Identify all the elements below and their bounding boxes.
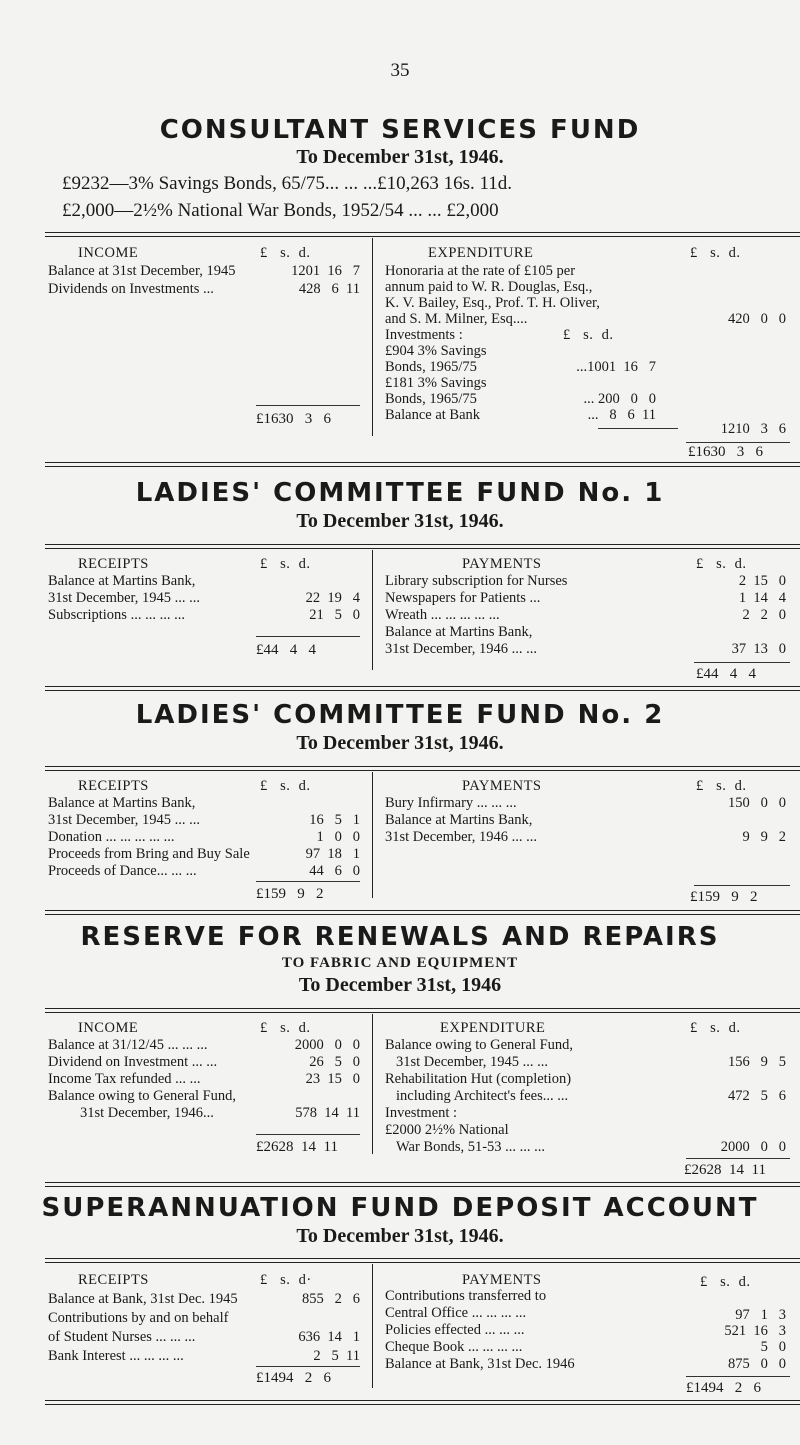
payment-amount: 9 9 2	[742, 829, 786, 845]
expenditure-line: £2000 2½% National	[385, 1122, 509, 1138]
sum-line	[694, 885, 790, 886]
expenditure-header: EXPENDITURE	[428, 245, 534, 261]
expenditure-amount: 156 9 5	[728, 1054, 786, 1070]
superannuation-subtitle: To December 31st, 1946.	[296, 1225, 504, 1247]
income-total: £2628 14 11	[256, 1139, 338, 1155]
expenditure-line: and S. M. Milner, Esq....	[385, 311, 528, 327]
consultant-title: CONSULTANT SERVICES FUND	[159, 115, 641, 145]
lsd-header: £ s. d.	[696, 778, 747, 794]
payment-line: 31st December, 1946 ... ...	[385, 641, 538, 657]
lsd-header: £ s. d.	[260, 778, 311, 794]
column-divider	[372, 550, 373, 670]
payment-line: Library subscription for Nurses	[385, 573, 568, 589]
payments-total: £159 9 2	[690, 889, 758, 905]
payment-line: Balance at Martins Bank,	[385, 812, 533, 828]
sum-line	[694, 662, 790, 663]
payment-line: Balance at Martins Bank,	[385, 624, 533, 640]
receipt-amount: 44 6 0	[309, 863, 360, 879]
expenditure-line: Investments :	[385, 327, 463, 343]
income-row-label: Dividends on Investments ...	[48, 281, 214, 297]
expenditure-line: annum paid to W. R. Douglas, Esq.,	[385, 279, 593, 295]
receipt-line: 31st December, 1945 ... ...	[48, 812, 201, 828]
superannuation-title: SUPERANNUATION FUND DEPOSIT ACCOUNT	[41, 1193, 759, 1223]
sum-line	[598, 428, 678, 429]
sum-line	[686, 1158, 790, 1159]
expenditure-amount: 472 5 6	[728, 1088, 786, 1104]
ladies2-subtitle: To December 31st, 1946.	[296, 732, 504, 754]
income-row-amount: 1201 16 7	[291, 263, 360, 279]
expenditure-subtotal: 1210 3 6	[720, 421, 786, 437]
receipt-line: Proceeds from Bring and Buy Sale	[48, 846, 250, 862]
receipt-amount: 97 18 1	[305, 846, 360, 862]
payment-amount: 521 16 3	[724, 1323, 786, 1339]
income-line: Balance owing to General Fund,	[48, 1088, 237, 1104]
income-line: 31st December, 1946...	[80, 1105, 214, 1121]
lsd-header: £ s. d.	[700, 1274, 751, 1290]
receipts-header: RECEIPTS	[78, 556, 149, 572]
receipt-line: 31st December, 1945 ... ...	[48, 590, 201, 606]
payment-amount: 37 13 0	[731, 641, 786, 657]
lsd-header: £ s. d.	[260, 245, 311, 261]
section-rule	[45, 1008, 800, 1013]
expenditure-line: 31st December, 1945 ... ...	[396, 1054, 549, 1070]
payments-header: PAYMENTS	[462, 556, 542, 572]
expenditure-line: War Bonds, 51-53 ... ... ...	[396, 1139, 546, 1155]
lsd-header: £ s. d.	[260, 1020, 311, 1036]
lsd-header: £ s. d.	[260, 556, 311, 572]
expenditure-line: K. V. Bailey, Esq., Prof. T. H. Oliver,	[385, 295, 600, 311]
payments-header: PAYMENTS	[462, 1272, 542, 1288]
payment-amount: 1 14 4	[738, 590, 786, 606]
income-line: Balance at 31/12/45 ... ... ...	[48, 1037, 208, 1053]
receipt-line: Donation ... ... ... ... ...	[48, 829, 175, 845]
receipts-total: £44 4 4	[256, 642, 316, 658]
expenditure-total: £2628 14 11	[684, 1162, 766, 1178]
receipt-amount: 2 5 11	[313, 1348, 360, 1364]
investment-amount: ... 8 6 11	[587, 407, 656, 423]
section-rule	[45, 766, 800, 771]
income-line: Dividend on Investment ... ...	[48, 1054, 218, 1070]
receipt-line: Balance at Martins Bank,	[48, 573, 196, 589]
sum-line	[686, 442, 790, 443]
payment-line: Central Office ... ... ... ...	[385, 1305, 527, 1321]
income-amount: 2000 0 0	[294, 1037, 360, 1053]
receipt-line: Balance at Martins Bank,	[48, 795, 196, 811]
sum-line	[256, 1134, 360, 1135]
payment-amount: 875 0 0	[728, 1356, 786, 1372]
payments-total: £1494 2 6	[686, 1380, 761, 1396]
payment-line: Balance at Bank, 31st Dec. 1946	[385, 1356, 575, 1372]
payment-amount: 5 0	[760, 1339, 786, 1355]
ladies1-title: LADIES' COMMITTEE FUND No. 1	[135, 478, 665, 508]
investment-amount: ...1001 16 7	[576, 359, 656, 375]
expenditure-line: Rehabilitation Hut (completion)	[385, 1071, 572, 1087]
expenditure-total: £1630 3 6	[688, 444, 763, 460]
receipts-header: RECEIPTS	[78, 1272, 149, 1288]
receipt-amount: 22 19 4	[305, 590, 360, 606]
receipt-amount: 1 0 0	[316, 829, 360, 845]
receipt-line: Subscriptions ... ... ... ...	[48, 607, 185, 623]
column-divider	[372, 772, 373, 898]
expenditure-line: Bonds, 1965/75	[385, 359, 477, 375]
lsd-header: £ s. d.	[690, 245, 741, 261]
payment-line: Policies effected ... ... ...	[385, 1322, 525, 1338]
sum-line	[256, 1366, 360, 1367]
receipts-total: £1494 2 6	[256, 1370, 331, 1386]
expenditure-line: £904 3% Savings	[385, 343, 487, 359]
lsd-header: £ s. d·	[260, 1272, 312, 1288]
income-total: £1630 3 6	[256, 411, 331, 427]
income-header: INCOME	[78, 245, 139, 261]
payment-line: 31st December, 1946 ... ...	[385, 829, 538, 845]
lsd-header: £ s. d.	[696, 556, 747, 572]
receipt-amount: 21 5 0	[309, 607, 360, 623]
payments-total: £44 4 4	[696, 666, 756, 682]
expenditure-line: Balance owing to General Fund,	[385, 1037, 574, 1053]
payment-line: Bury Infirmary ... ... ...	[385, 795, 517, 811]
section-rule	[45, 910, 800, 915]
payment-amount: 97 1 3	[735, 1307, 786, 1323]
column-divider	[372, 1264, 373, 1388]
sum-line	[256, 636, 360, 637]
ladies1-subtitle: To December 31st, 1946.	[296, 510, 504, 532]
receipt-amount: 16 5 1	[309, 812, 360, 828]
expenditure-line: £181 3% Savings	[385, 375, 487, 391]
receipts-header: RECEIPTS	[78, 778, 149, 794]
page-number: 35	[390, 60, 410, 81]
income-row-label: Balance at 31st December, 1945	[48, 263, 236, 279]
expenditure-line: Honoraria at the rate of £105 per	[385, 263, 576, 279]
consultant-subtitle: To December 31st, 1946.	[296, 146, 504, 168]
expenditure-line: including Architect's fees... ...	[396, 1088, 569, 1104]
sum-line	[686, 1376, 790, 1377]
expenditure-line: Investment :	[385, 1105, 458, 1121]
sum-line	[256, 405, 360, 406]
payment-line: Contributions transferred to	[385, 1288, 547, 1304]
bottom-rule	[45, 1400, 800, 1405]
receipt-line: Contributions by and on behalf	[48, 1310, 229, 1326]
column-divider	[372, 238, 373, 436]
honoraria-amount: 420 0 0	[728, 311, 786, 327]
section-rule	[45, 462, 800, 467]
consultant-bond-1: £9232—3% Savings Bonds, 65/75... ... ...£10,263 16s. 11d.	[62, 173, 513, 194]
expenditure-line: Bonds, 1965/75	[385, 391, 477, 407]
investment-amount: ... 200 0 0	[583, 391, 656, 407]
income-line: Income Tax refunded ... ...	[48, 1071, 201, 1087]
expenditure-amount: 2000 0 0	[720, 1139, 786, 1155]
payment-amount: 2 15 0	[738, 573, 786, 589]
receipt-line: Proceeds of Dance... ... ...	[48, 863, 197, 879]
income-amount: 23 15 0	[305, 1071, 360, 1087]
payment-line: Cheque Book ... ... ... ...	[385, 1339, 523, 1355]
reserve-title: RESERVE FOR RENEWALS AND REPAIRS	[80, 922, 720, 952]
receipt-line: Bank Interest ... ... ... ...	[48, 1348, 184, 1364]
income-amount: 26 5 0	[309, 1054, 360, 1070]
reserve-subtitle-1: TO FABRIC AND EQUIPMENT	[281, 955, 519, 971]
expenditure-header: EXPENDITURE	[440, 1020, 546, 1036]
payment-amount: 150 0 0	[728, 795, 786, 811]
section-rule	[45, 686, 800, 691]
receipt-line: Balance at Bank, 31st Dec. 1945	[48, 1291, 238, 1307]
top-rule	[45, 232, 800, 237]
consultant-bond-2: £2,000—2½% National War Bonds, 1952/54 ... ... £2,000	[62, 200, 499, 221]
receipt-amount: 855 2 6	[302, 1291, 360, 1307]
receipt-amount: 636 14 1	[298, 1329, 360, 1345]
income-header: INCOME	[78, 1020, 139, 1036]
reserve-subtitle-2: To December 31st, 1946	[298, 974, 502, 996]
expenditure-line: Balance at Bank	[385, 407, 481, 423]
income-amount: 578 14 11	[295, 1105, 360, 1121]
receipt-line: of Student Nurses ... ... ...	[48, 1329, 196, 1345]
section-rule	[45, 544, 800, 549]
payment-line: Newspapers for Patients ...	[385, 590, 541, 606]
payment-amount: 2 2 0	[742, 607, 786, 623]
ladies2-title: LADIES' COMMITTEE FUND No. 2	[135, 700, 665, 730]
income-row-amount: 428 6 11	[298, 281, 360, 297]
payments-header: PAYMENTS	[462, 778, 542, 794]
payment-line: Wreath ... ... ... ... ...	[385, 607, 500, 623]
section-rule	[45, 1258, 800, 1263]
column-divider	[372, 1014, 373, 1154]
section-rule	[45, 1182, 800, 1187]
lsd-header: £ s. d.	[690, 1020, 741, 1036]
investments-lsd-header: £ s. d.	[563, 327, 614, 343]
sum-line	[256, 881, 360, 882]
receipts-total: £159 9 2	[256, 886, 324, 902]
